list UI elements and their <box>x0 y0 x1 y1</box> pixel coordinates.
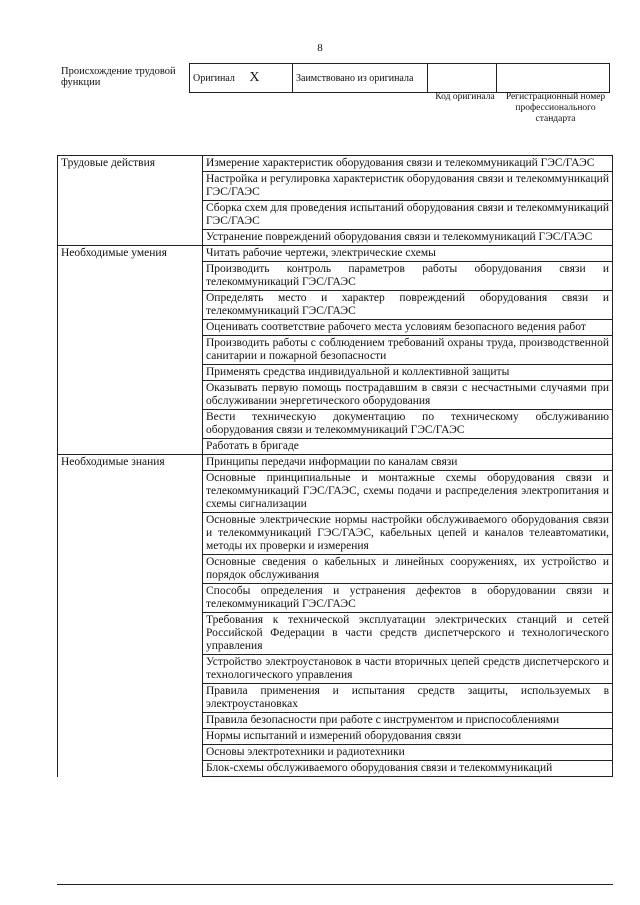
requirement-item: Основы электротехники и радиотехники <box>203 745 613 761</box>
borrowed-cell: Заимствовано из оригинала <box>293 64 428 93</box>
table-row <box>58 381 613 410</box>
requirement-item: Читать рабочие чертежи, электрические схемы <box>203 246 613 262</box>
section-title-cell <box>58 230 203 246</box>
section-title-cell <box>58 291 203 320</box>
requirement-item: Основные сведения о кабельных и линейных сооружениях, их устройство и порядок обслуживания <box>203 555 613 584</box>
section-title-cell <box>58 613 203 655</box>
table-row <box>58 684 613 713</box>
requirement-item: Производить контроль параметров работы оборудования связи и телекоммуникаций ГЭС/ГАЭС <box>203 262 613 291</box>
origin-table <box>189 63 610 93</box>
section-title-cell <box>58 513 203 555</box>
table-row <box>58 513 613 555</box>
code-original-label: Код оригинала <box>435 92 495 102</box>
section-title: Необходимые умения <box>58 246 203 262</box>
requirement-item: Применять средства индивидуальной и коллективной защиты <box>203 365 613 381</box>
section-title-cell <box>58 729 203 745</box>
table-row <box>58 713 613 729</box>
requirement-item: Производить работы с соблюдением требований охраны труда, производственной санитарии и пожарной безопасности <box>203 336 613 365</box>
requirement-item: Правила применения и испытания средств защиты, используемых в электроустановках <box>203 684 613 713</box>
table-row <box>58 410 613 439</box>
origin-label: Происхождение трудовой функции <box>61 66 176 88</box>
section-title: Необходимые знания <box>58 455 203 471</box>
table-row <box>58 729 613 745</box>
table-row <box>58 201 613 230</box>
requirement-item: Оценивать соответствие рабочего места условиям безопасного ведения работ <box>203 320 613 336</box>
section-title-cell <box>58 745 203 761</box>
table-row <box>58 320 613 336</box>
table-row <box>58 291 613 320</box>
table-row <box>58 365 613 381</box>
requirement-item: Устранение повреждений оборудования связи и телекоммуникаций ГЭС/ГАЭС <box>203 230 613 246</box>
section-title-cell <box>58 172 203 201</box>
page-bottom-rule <box>57 884 613 885</box>
section-title: Трудовые действия <box>58 156 203 172</box>
section-title-cell <box>58 713 203 729</box>
section-title-cell <box>58 471 203 513</box>
table-row <box>58 336 613 365</box>
requirement-item: Принципы передачи информации по каналам связи <box>203 455 613 471</box>
section-title-cell <box>58 262 203 291</box>
table-row <box>58 761 613 777</box>
section-title-cell <box>58 555 203 584</box>
original-mark: X <box>249 70 260 85</box>
requirement-item: Определять место и характер повреждений оборудования связи и телекоммуникаций ГЭС/ГАЭС <box>203 291 613 320</box>
table-row <box>58 455 613 471</box>
table-row <box>58 156 613 172</box>
table-row <box>58 439 613 455</box>
section-title-cell <box>58 381 203 410</box>
section-title-cell <box>58 439 203 455</box>
table-row <box>58 172 613 201</box>
requirement-item: Блок-схемы обслуживаемого оборудования связи и телекоммуникаций <box>203 761 613 777</box>
requirement-item: Измерение характеристик оборудования связи и телекоммуникаций ГЭС/ГАЭС <box>203 156 613 172</box>
section-title-cell <box>58 365 203 381</box>
requirements-table <box>57 155 613 777</box>
requirement-item: Работать в бригаде <box>203 439 613 455</box>
section-title-cell <box>58 320 203 336</box>
table-row <box>58 613 613 655</box>
page-number: 8 <box>317 42 323 54</box>
section-title-cell <box>58 201 203 230</box>
original-label: Оригинал <box>193 73 235 84</box>
table-row <box>58 584 613 613</box>
section-title-cell <box>58 584 203 613</box>
table-row <box>58 555 613 584</box>
requirement-item: Вести техническую документацию по техническому обслуживанию оборудования связи и телекоммуникаций ГЭС/ГАЭС <box>203 410 613 439</box>
section-title-cell <box>58 761 203 777</box>
code-cell <box>428 64 497 93</box>
requirement-item: Оказывать первую помощь пострадавшим в связи с несчастными случаями при обслуживании энергетического оборудования <box>203 381 613 410</box>
table-row <box>58 745 613 761</box>
reg-number-cell <box>497 64 610 93</box>
requirement-item: Нормы испытаний и измерений оборудования связи <box>203 729 613 745</box>
table-row <box>58 262 613 291</box>
requirement-item: Способы определения и устранения дефектов в оборудовании связи и телекоммуникаций ГЭС/ГАЭС <box>203 584 613 613</box>
requirement-item: Настройка и регулировка характеристик оборудования связи и телекоммуникаций ГЭС/ГАЭС <box>203 172 613 201</box>
section-title-cell <box>58 684 203 713</box>
table-row <box>58 230 613 246</box>
table-row <box>58 471 613 513</box>
section-title-cell <box>58 410 203 439</box>
section-title-cell <box>58 655 203 684</box>
requirement-item: Сборка схем для проведения испытаний оборудования связи и телекоммуникаций ГЭС/ГАЭС <box>203 201 613 230</box>
requirement-item: Основные электрические нормы настройки обслуживаемого оборудования связи и телекоммуникаций ГЭС/ГАЭС, кабельных цепей и каналов телеавтоматики, методы их проверки и измерения <box>203 513 613 555</box>
registration-number-label: Регистрационный номер профессионального стандарта <box>505 92 606 124</box>
table-row <box>58 246 613 262</box>
requirement-item: Требования к технической эксплуатации электрических станций и сетей Российской Федерации в части средств диспетчерского и технологического управления <box>203 613 613 655</box>
requirement-item: Основные принципиальные и монтажные схемы оборудования связи и телекоммуникаций ГЭС/ГАЭС, схемы подачи и распределения электропитания и схемы сигнализации <box>203 471 613 513</box>
requirement-item: Правила безопасности при работе с инструментом и приспособлениями <box>203 713 613 729</box>
original-cell <box>190 64 293 93</box>
section-title-cell <box>58 336 203 365</box>
requirement-item: Устройство электроустановок в части вторичных цепей средств диспетчерского и технологического управления <box>203 655 613 684</box>
table-row <box>58 655 613 684</box>
